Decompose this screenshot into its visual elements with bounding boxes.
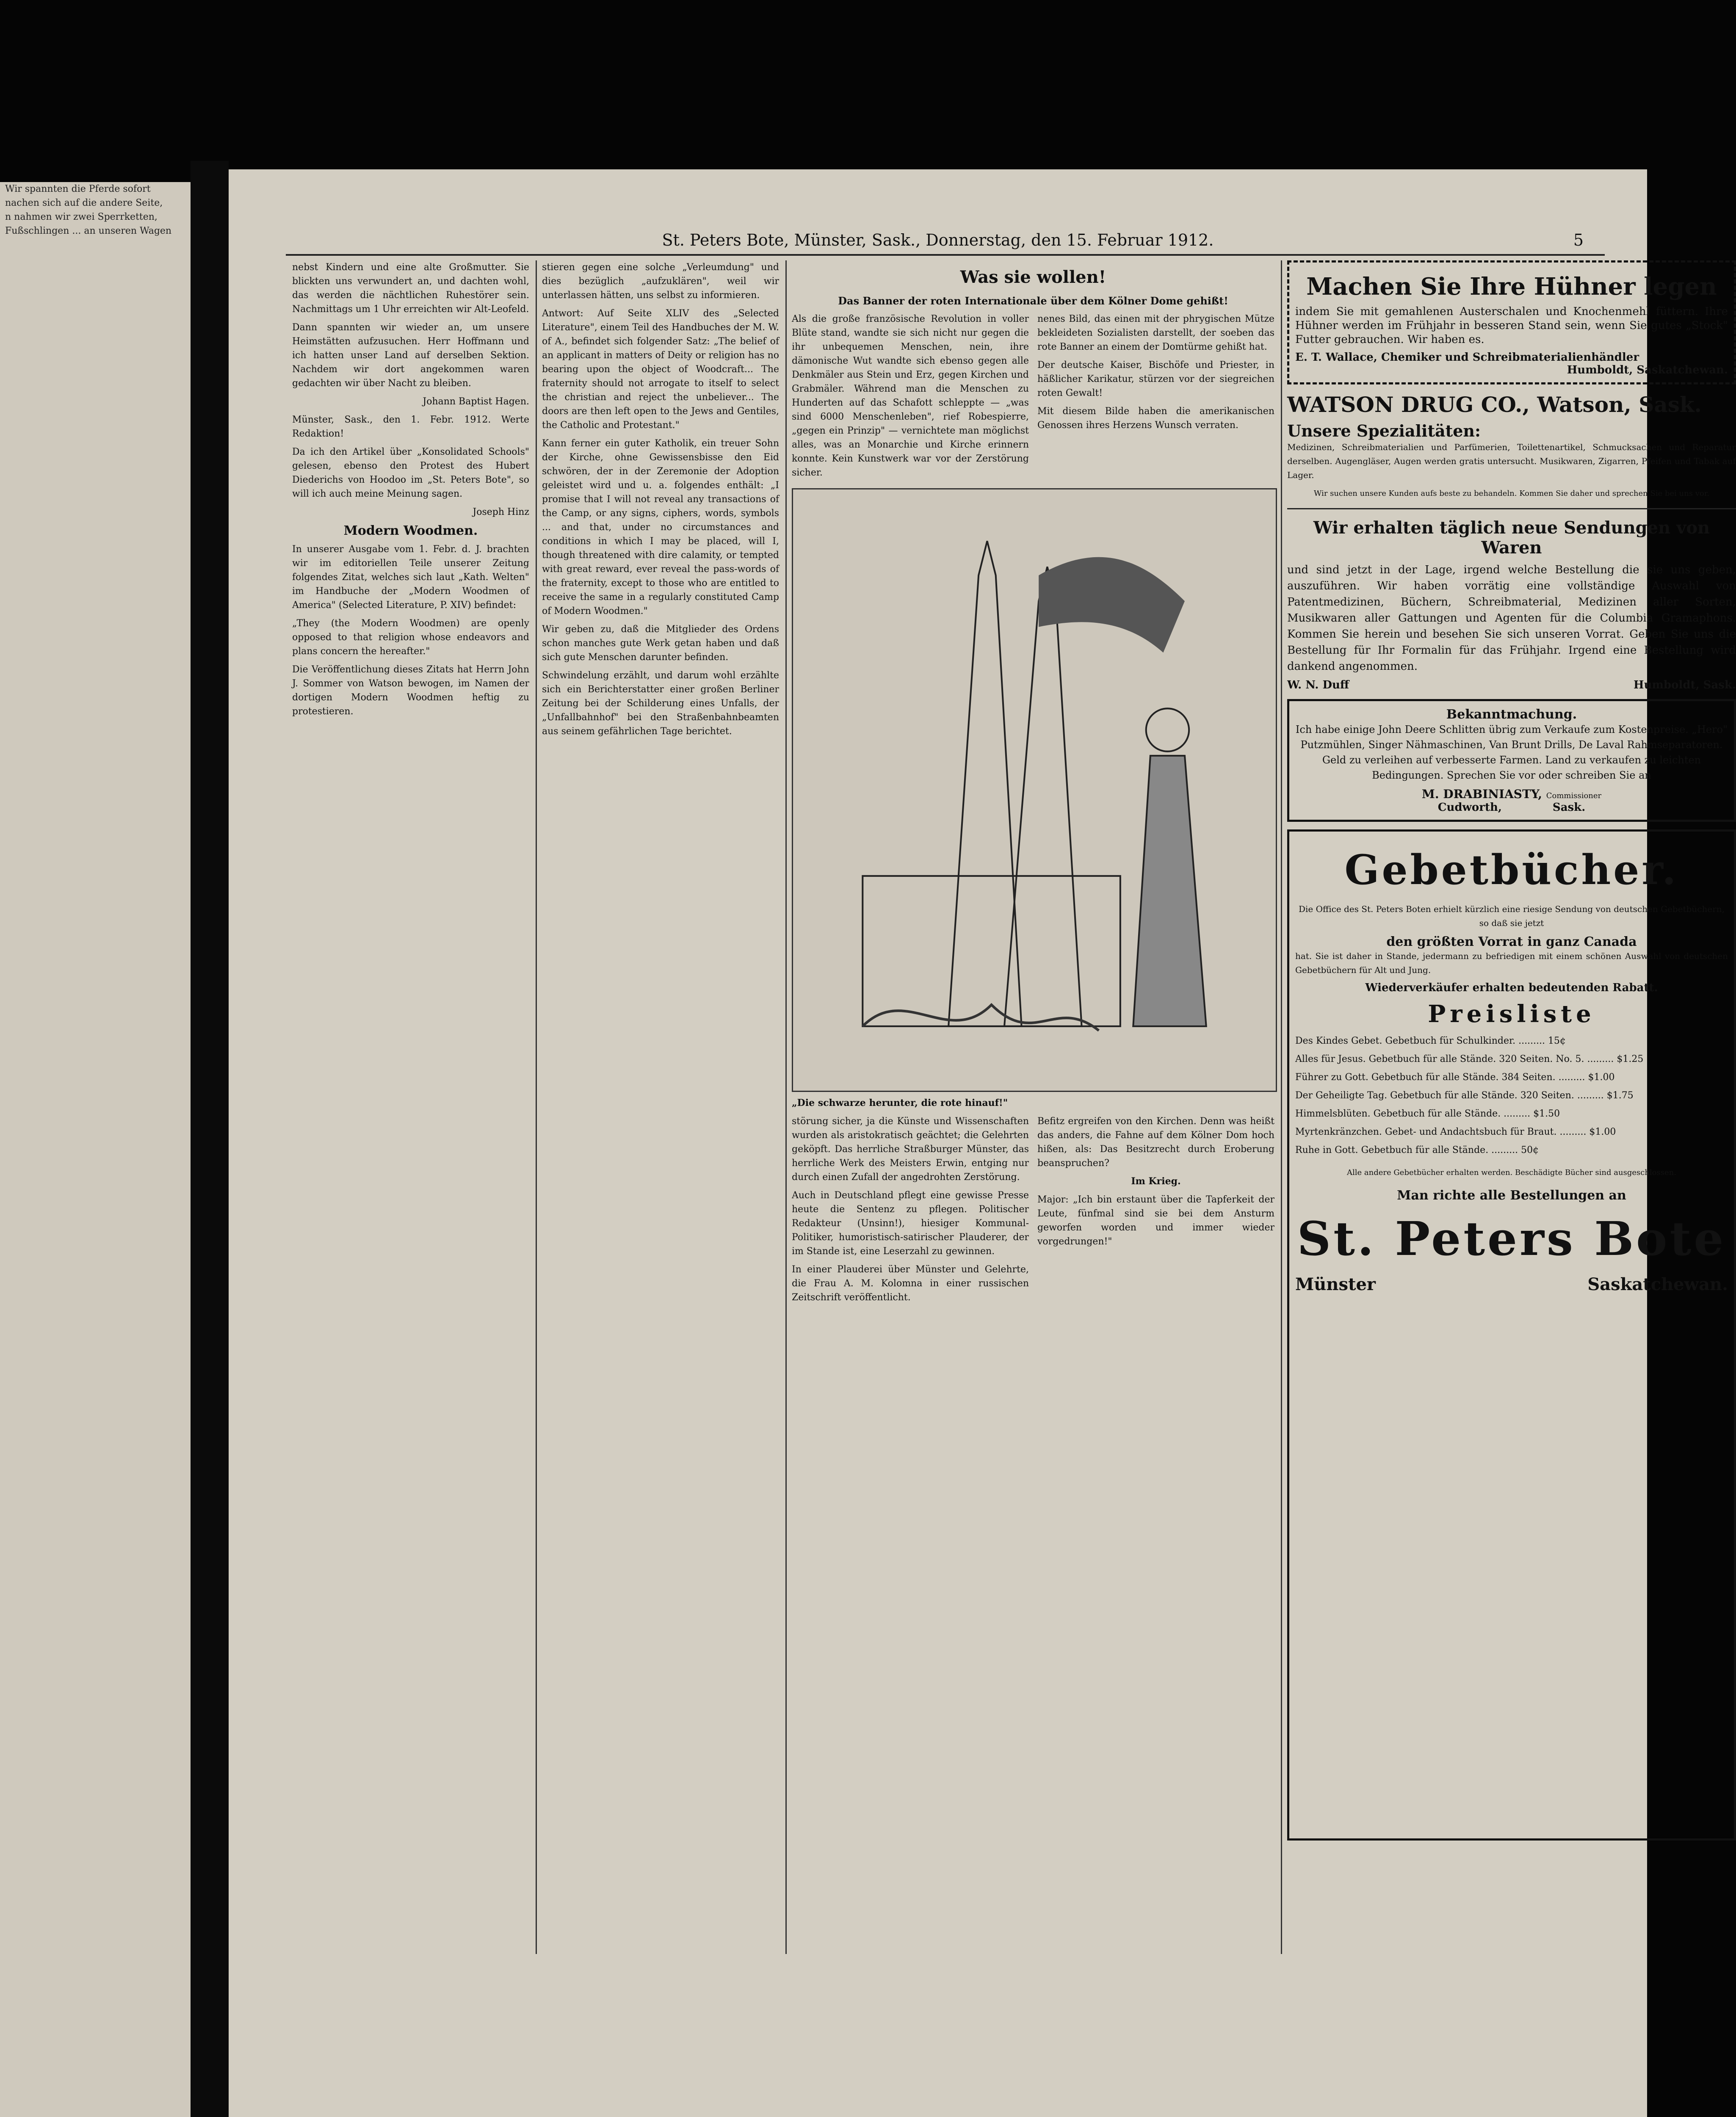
merchant-town: Humboldt, Sask. xyxy=(1634,679,1736,691)
notice-province: Sask. xyxy=(1552,801,1586,814)
notice-role: Commissioner xyxy=(1546,791,1602,800)
article-paragraph: Antwort: Auf Seite XLIV des „Selected Literature", einem Teil des Handbuches der M. W. of A., befindet sich folgender Satz: „The belief of an applicant in matters of Deity or religion has no bearing upon the object of Woodcraft... The fraternity should not arrogate to itself to select the christian and reject the unbeliever... The doors are then left open to the Jews and Gentiles, the Catholic and Protestant." xyxy=(542,308,779,431)
dateline: Münster, Sask., den 1. Febr. 1912. Werte Redaktion! xyxy=(292,415,529,439)
masthead-town: Münster xyxy=(1295,1274,1376,1294)
masthead-province: Saskatchewan. xyxy=(1587,1274,1728,1294)
page-number: 5 xyxy=(1573,231,1584,249)
binding-gutter xyxy=(191,161,229,2117)
price-item: Der Geheiligte Tag. Gebetbuch für alle Stände. 320 Seiten. ......... $1.75 xyxy=(1295,1090,1634,1101)
feature-intro xyxy=(792,312,1274,484)
cartoon-caption: „Die schwarze herunter, die rote hinauf!" xyxy=(792,1097,1008,1108)
article-paragraph: Auch in Deutschland pflegt eine gewisse Presse heute die Sentenz zu pflegen. Politischer Redakteur (Unsinn!), hiesiger Kommunal-Politiker, humoristisch-satirischer Plauderer, der im Stande ist, eine Leserzahl zu gewinnen. xyxy=(792,1190,1029,1257)
article-paragraph: Kann ferner ein guter Katholik, ein treuer Sohn der Kirche, ohne Gewissensbisse den Eid schwören, der in der Zeremonie der Adoption geleistet wird und u. a. folgendes enthält: „I promise that I will not reveal any transactions of the Camp, or any signs, ciphers, words, symbols ... and that, under no circumstances and conditions in which I may be placed, will I, though threatened with dire calamity, or tempted with great reward, ever reveal the pass-words of the fraternity, except to those who are entitled to receive the same in a regularly constituted Camp of Modern Woodmen." xyxy=(542,438,779,616)
price-list-title: Preisliste xyxy=(1428,1000,1595,1028)
article-paragraph: Mit diesem Bilde haben die amerikanischen Genossen ihres Herzens Wunsch verraten. xyxy=(1037,406,1274,431)
notice-text: Ich habe einige John Deere Schlitten übrig zum Verkaufe zum Kostenpreise. „Hero" Putzmühlen, Singer Nähmaschinen, Van Brunt Drills, De Laval Rahmseparatoren. Geld zu verleihen auf verbesserte Farmen. Land zu verkaufen zu leichten Bedingungen. Sprechen Sie vor oder schreiben Sie an xyxy=(1295,724,1728,781)
column-divider xyxy=(536,260,537,1954)
article-quote: „They (the Modern Woodmen) are openly opposed to that religion whose endeavors and plans concern the hereafter." xyxy=(292,618,529,657)
price-item: Ruhe in Gott. Gebetbuch für alle Stände. ......... 50¢ xyxy=(1295,1145,1539,1155)
notice-ad xyxy=(1287,699,1736,822)
article-paragraph: Dann spannten wir wieder an, um unsere Heimstätten aufzusuchen. Herr Hoffmann und ich hatten unser Land auf derselben Sektion. Nachdem wir dort angekommen waren gedachten wir über Nacht zu bleiben. xyxy=(292,322,529,389)
ad-note: Alle andere Gebetbücher erhalten werden. Beschädigte Bücher sind ausgeschlossen. xyxy=(1347,1168,1676,1177)
notice-place-row xyxy=(1295,801,1728,814)
article-paragraph: In unserer Ausgabe vom 1. Febr. d. J. brachten wir im editoriellen Teile unserer Zeitung folgendes Zitat, welches sich laut „Kath. Welten" im Handbuche der „Modern Woodmen of America" (Selected Literature, P. XIV) befindet: xyxy=(292,544,529,611)
signature: Johann Baptist Hagen. xyxy=(423,396,529,407)
column-3 xyxy=(792,260,1274,2081)
notice-name: M. DRABINIASTY, xyxy=(1421,787,1542,801)
column-divider xyxy=(1281,260,1282,1954)
newspaper-page xyxy=(229,169,1736,2117)
ad-rebate: Wiederverkäufer erhalten bedeutenden Rabatt. xyxy=(1365,981,1658,994)
ad-text: Medizinen, Schreibmaterialien und Parfümerien, Toilettenartikel, Schmucksachen und Reparatur derselben. Augengläser, Augen werden gratis untersucht. Musikwaren, Zigarren, Pfeifen und Tabak auf Lager. xyxy=(1287,442,1736,480)
masthead-place-row xyxy=(1295,1274,1728,1294)
ad-highlight: den größten Vorrat in ganz Canada xyxy=(1386,934,1637,949)
price-item: Alles für Jesus. Gebetbuch für alle Stände. 320 Seiten. No. 5. ......... $1.25 xyxy=(1295,1054,1644,1064)
chicken-feed-ad xyxy=(1287,260,1736,384)
header-rule xyxy=(286,254,1605,256)
article-paragraph: störung sicher, ja die Künste und Wissenschaften wurden als aristokratisch geächtet; die Gelehrten geköpft. Das herrliche Straßburger Münster, das herrliche Werk des Meisters Erwin, entging nur durch einen Zufall der angedrohten Zerstörung. xyxy=(792,1116,1029,1183)
column-divider xyxy=(785,260,787,1954)
page-header xyxy=(229,231,1647,249)
notice-title: Bekanntmachung. xyxy=(1446,707,1577,722)
adjacent-page-fragment xyxy=(0,182,191,2117)
merchant-town: Humboldt, Saskatchewan. xyxy=(1567,364,1728,376)
article-paragraph: nebst Kindern und eine alte Großmutter. Sie blickten uns verwundert an, und dachten wohl, das werden die nächtlichen Ruhestörer sein. Nachmittags um 1 Uhr erreichten wir Alt-Leofeld. xyxy=(292,262,529,315)
masthead-title: St. Peters Bote xyxy=(1297,1211,1726,1266)
article-paragraph: Schwindelung erzählt, und darum wohl erzählte sich ein Berichterstatter einer großen Berliner Zeitung bei der Schilderung eines Unfalls, der „Unfallbahnhof" bei den Straßenbahnbeamten aus seinem gefährlichen Tage berichtet. xyxy=(542,670,779,737)
ad-note: Wir suchen unsere Kunden aufs beste zu behandeln. Kommen Sie daher und sprechen Sie bei uns vor. xyxy=(1313,489,1710,498)
fragment-line: Fußschlingen ... an unseren Wagen xyxy=(5,226,172,236)
ad-title: WATSON DRUG CO., Watson, Sask. xyxy=(1287,392,1702,417)
article-paragraph: Wir geben zu, daß die Mitglieder des Ordens schon manches gute Werk getan haben und daß sich gute Menschen darunter befinden. xyxy=(542,624,779,663)
duff-ad xyxy=(1287,508,1736,691)
ad-title: Gebetbücher. xyxy=(1344,846,1679,894)
article-paragraph: Der deutsche Kaiser, Bischöfe und Priester, in häßlicher Karikatur, stürzen vor der siegreichen roten Gewalt! xyxy=(1037,360,1274,398)
article-paragraph: nenes Bild, das einen mit der phrygischen Mütze bekleideten Sozialisten darstellt, der soeben das rote Banner an einem der Domtürme gehißt hat. xyxy=(1037,314,1274,352)
price-item: Himmelsblüten. Gebetbuch für alle Stände. ......... $1.50 xyxy=(1295,1108,1560,1119)
column-4-ads xyxy=(1287,260,1736,2081)
article-subheading: Im Krieg. xyxy=(1131,1176,1181,1187)
order-note: Man richte alle Bestellungen an xyxy=(1397,1188,1626,1203)
feature-title: Was sie wollen! xyxy=(960,267,1106,287)
cathedral-cartoon xyxy=(793,489,1276,1091)
article-heading: Modern Woodmen. xyxy=(343,523,478,538)
paper-masthead-line: St. Peters Bote, Münster, Sask., Donnerstag, den 15. Februar 1912. xyxy=(662,231,1214,249)
price-item: Des Kindes Gebet. Gebetbuch für Schulkinder. ......... 15¢ xyxy=(1295,1036,1566,1046)
article-paragraph: Befitz ergreifen von den Kirchen. Denn was heißt das anders, die Fahne auf dem Kölner Dom hoch hißen, als: Das Besitzrecht durch Eroberung beanspruchen? xyxy=(1037,1116,1274,1169)
ad-text: hat. Sie ist daher in Stande, jedermann zu befriedigen mit einem schönen Auswahl von deutschen Gebetbüchern für Alt und Jung. xyxy=(1295,951,1728,975)
feature-body xyxy=(792,1114,1274,1309)
merchant-name: W. N. Duff xyxy=(1287,679,1349,691)
article-paragraph: Die Veröffentlichung dieses Zitats hat Herrn John J. Sommer von Watson bewogen, im Namen der dortigen Modern Woodmen heftig zu protestieren. xyxy=(292,664,529,717)
cartoon-illustration xyxy=(792,488,1277,1092)
article-paragraph: Als die große französische Revolution in voller Blüte stand, wandte sie sich nicht nur gegen die ihr unbequemen Menschen, nein, ihre dämonische Wut wandte sich ebenso gegen alle Denkmäler aus Stein und Erz, gegen Kirchen und Grabmäler. Während man die Menschen zu Hunderten auf das Schafott schleppte — „was sind 6000 Menschenleben", rief Robespierre, „gegen ein Prinzip" — vernichtete man möglichst alles, was an Monarchie und Kirche erinnern konnte. Kein Kunstwerk war vor der Zerstörung sicher. xyxy=(792,314,1029,478)
ad-town-row xyxy=(1295,364,1728,376)
fragment-line: n nahmen wir zwei Sperrketten, xyxy=(5,212,158,222)
price-item: Führer zu Gott. Gebetbuch für alle Stände. 384 Seiten. ......... $1.00 xyxy=(1295,1072,1615,1083)
ad-signature xyxy=(1295,351,1728,364)
prayer-book-ad xyxy=(1287,829,1736,1841)
article-paragraph: Major: „Ich bin erstaunt über die Tapferkeit der Leute, fünfmal sind sie bei dem Ansturm geworfen worden und immer wieder vorgedrungen!" xyxy=(1037,1194,1274,1247)
fragment-line: nachen sich auf die andere Seite, xyxy=(5,198,163,208)
ad-text: indem Sie mit gemahlenen Austerschalen und Knochenmehl füttern. Ihre Hühner werden im Frühjahr in besseren Stand sein, wenn Sie gutes „Stock" Futter gebrauchen. Wir haben es. xyxy=(1295,305,1728,346)
watson-drug-ad xyxy=(1287,392,1736,500)
article-paragraph: Da ich den Artikel über „Konsolidated Schools" gelesen, ebenso den Protest des Hubert Diederichs von Hoodoo im „St. Peters Bote", so will ich auch meine Meinung sagen. xyxy=(292,447,529,499)
article-paragraph: stieren gegen eine solche „Verleumdung" und dies bezüglich „aufzuklären", weil wir unterlassen hätten, uns selbst zu informieren. xyxy=(542,262,779,301)
signature: Joseph Hinz xyxy=(473,507,529,517)
merchant-name: E. T. Wallace, Chemiker und Schreibmaterialienhändler xyxy=(1295,351,1639,364)
column-1 xyxy=(292,260,529,2081)
price-item: Myrtenkränzchen. Gebet- und Andachtsbuch für Braut. ......... $1.00 xyxy=(1295,1127,1616,1137)
ad-title: Machen Sie Ihre Hühner legen xyxy=(1306,273,1717,301)
feature-subtitle: Das Banner der roten Internationale über dem Kölner Dome gehißt! xyxy=(838,295,1228,307)
ad-signature xyxy=(1287,679,1736,691)
ad-subtitle: Unsere Spezialitäten: xyxy=(1287,421,1481,440)
article-paragraph: In einer Plauderei über Münster und Gelehrte, die Frau A. M. Kolomna in einer russischen Zeitschrift veröffentlicht. xyxy=(792,1264,1029,1303)
ad-intro: Die Office des St. Peters Boten erhielt kürzlich eine riesige Sendung von deutschen Gebetbüchern, so daß sie jetzt xyxy=(1298,904,1725,928)
notice-place: Cudworth, xyxy=(1437,801,1502,814)
fragment-line: Wir spannten die Pferde sofort xyxy=(5,184,151,194)
ad-title: Wir erhalten täglich neue Sendungen von Waren xyxy=(1313,518,1710,558)
notice-name-row xyxy=(1295,787,1728,801)
ad-text: und sind jetzt in der Lage, irgend welche Bestellung die sie uns geben, auszuführen. Wir haben vorrätig eine vollständige Auswahl von Patentmedizinen, Büchern, Schreibmaterial, Medizinen aller Sorten, Musikwaren aller Gattungen und Agenten für die Columbia Gramaphons. Kommen Sie herein und besehen Sie sich unseren Vorrat. Geben Sie uns die Bestellung für Ihr Formalin für das Frühjahr. Irgend eine Bestellung wird dankend angenommen. xyxy=(1287,564,1736,673)
column-2 xyxy=(542,260,779,2081)
